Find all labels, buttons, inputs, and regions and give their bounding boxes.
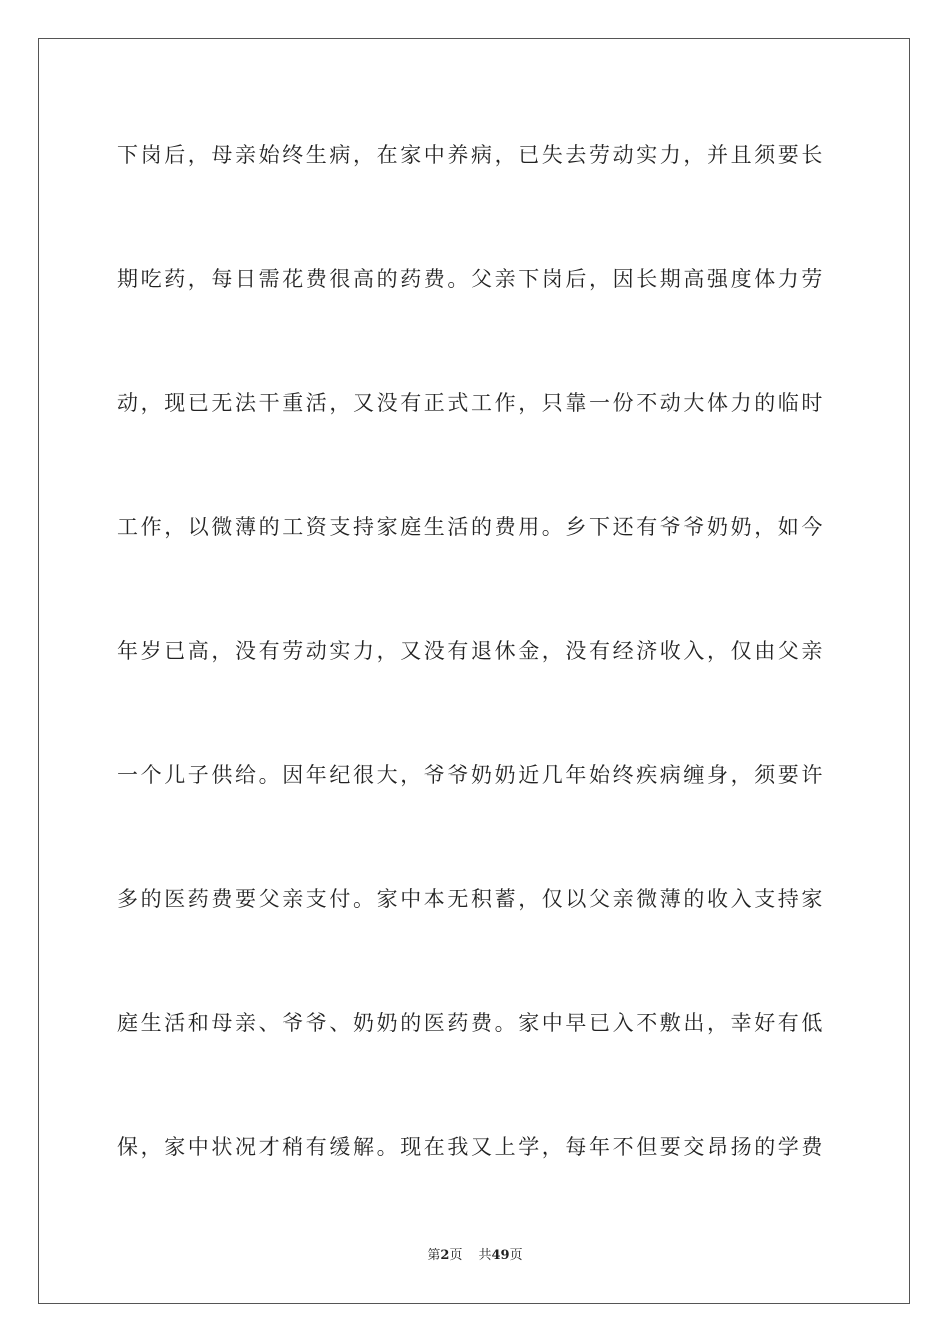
page-number: 2 [440,1248,450,1263]
text-line-3: 动，现已无法干重活，又没有正式工作，只靠一份不动大体力的临时 [117,391,825,415]
page-footer [0,1246,950,1266]
text-line-8: 庭生活和母亲、爷爷、奶奶的医药费。家中早已入不敷出，幸好有低 [117,1011,825,1035]
text-line-7: 多的医药费要父亲支付。家中本无积蓄，仅以父亲微薄的收入支持家 [117,887,825,911]
document-body [117,124,837,1240]
text-line-4: 工作，以微薄的工资支持家庭生活的费用。乡下还有爷爷奶奶，如今 [117,515,825,539]
text-line-2: 期吃药，每日需花费很高的药费。父亲下岗后，因长期高强度体力劳 [117,267,825,291]
text-line-6: 一个儿子供给。因年纪很大，爷爷奶奶近几年始终疾病缠身，须要许 [117,763,825,787]
page-label-prefix: 第 [427,1248,441,1263]
page-label-suffix: 页 [449,1248,463,1263]
text-line-1: 下岗后，母亲始终生病，在家中养病，已失去劳动实力，并且须要长 [117,143,825,167]
total-label-prefix: 共 [478,1248,492,1263]
total-pages: 49 [491,1248,510,1263]
text-line-5: 年岁已高，没有劳动实力，又没有退休金，没有经济收入，仅由父亲 [117,639,825,663]
text-line-9: 保，家中状况才稍有缓解。现在我又上学，每年不但要交昂扬的学费 [117,1135,825,1159]
total-label-suffix: 页 [509,1248,523,1263]
